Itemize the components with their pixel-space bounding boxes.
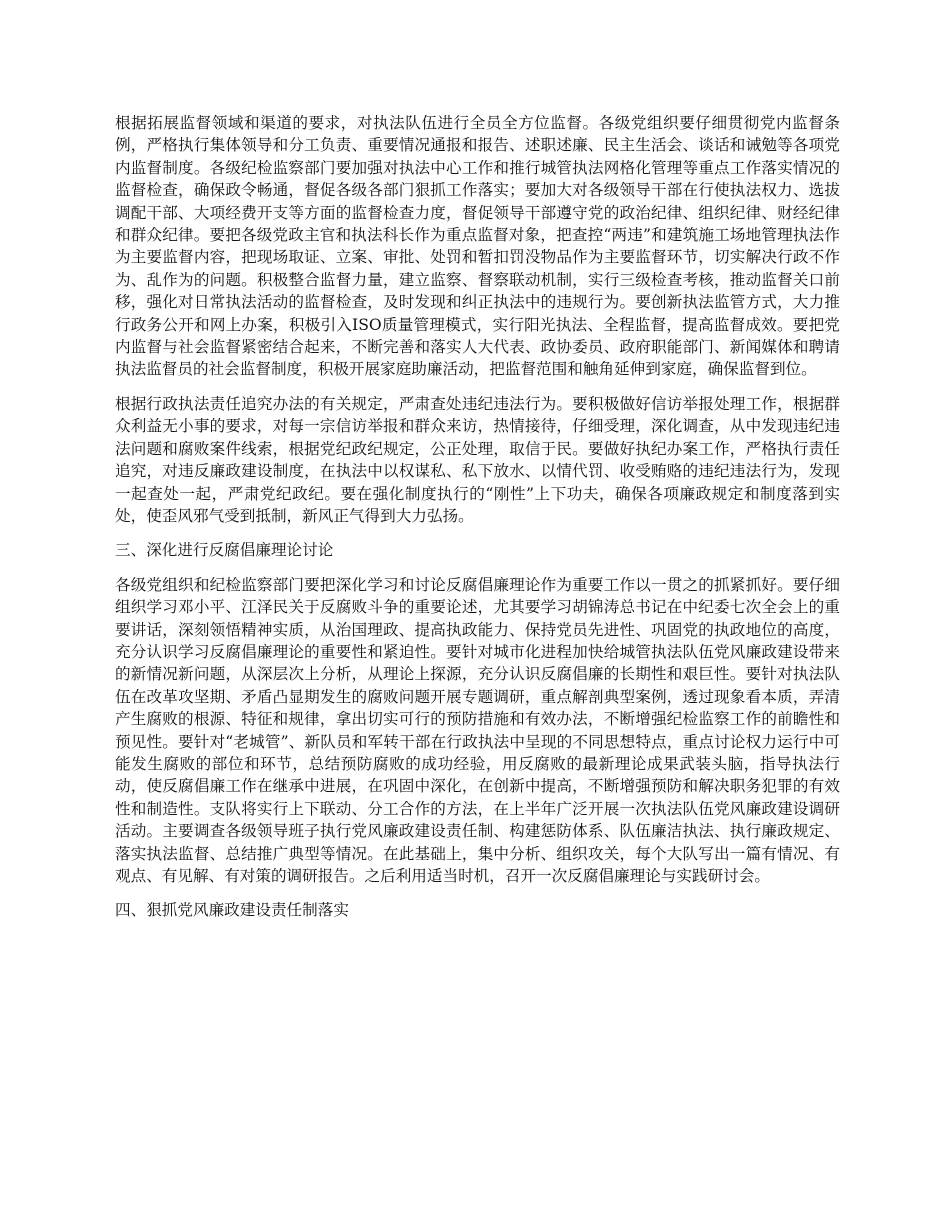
document-page [115,112,840,934]
section-heading-4: 四、狠抓党风廉政建设责任制落实 [115,901,349,920]
section-heading-3: 三、深化进行反腐倡廉理论讨论 [115,541,334,560]
paragraph-accountability: 根据行政执法责任追究办法的有关规定，严肃查处违纪违法行为。要积极做好信访举报处理工作，根据群众利益无小事的要求，对每一宗信访举报和群众来访，热情接待，仔细受理，深化调查，从中发现违纪违法问题和腐败案件线索，根据党纪政纪规定，公正处理，取信于民。要做好执纪办案工作，严格执行责任追究，对违反廉政建设制度，在执法中以权谋私、私下放水、以情代罚、收受贿赂的违纪违法行为，发现一起查处一起，严肃党纪政纪。要在强化制度执行的“刚性”上下功夫，确保各项廉政规定和制度落到实处，使歪风邪气受到抵制，新风正气得到大力弘扬。 [115,394,840,525]
paragraph-theory-discussion: 各级党组织和纪检监察部门要把深化学习和讨论反腐倡廉理论作为重要工作以一贯之的抓紧抓好。要仔细组织学习邓小平、江泽民关于反腐败斗争的重要论述，尤其要学习胡锦涛总书记在中纪委七次全会上的重要讲话，深刻领悟精神实质，从治国理政、提高执政能力、保持党员先进性、巩固党的执政地位的高度，充分认识学习反腐倡廉理论的重要性和紧迫性。要针对城市化进程加快给城管执法队伍党风廉政建设带来的新情况新问题，从深层次上分析，从理论上探源，充分认识反腐倡廉的长期性和艰巨性。要针对执法队伍在改革攻坚期、矛盾凸显期发生的腐败问题开展专题调研，重点解剖典型案例，透过现象看本质，弄清产生腐败的根源、特征和规律，拿出切实可行的预防措施和有效办法，不断增强纪检监察工作的前瞻性和预见性。要针对“老城管”、新队员和军转干部在行政执法中呈现的不同思想特点，重点讨论权力运行中可能发生腐败的部位和环节，总结预防腐败的成功经验，用反腐败的最新理论成果武装头脑，指导执法行动，使反腐倡廉工作在继承中进展，在巩固中深化，在创新中提高，不断增强预防和解决职务犯罪的有效性和制造性。支队将实行上下联动、分工合作的方法，在上半年广泛开展一次执法队伍党风廉政建设调研活动。主要调查各级领导班子执行党风廉政建设责任制、构建惩防体系、队伍廉洁执法、执行廉政规定、落实执法监督、总结推广典型等情况。在此基础上，集中分析、组织攻关，每个大队写出一篇有情况、有观点、有见解、有对策的调研报告。之后利用适当时机，召开一次反腐倡廉理论与实践研讨会。 [115,575,840,885]
paragraph-supervision: 根据拓展监督领域和渠道的要求，对执法队伍进行全员全方位监督。各级党组织要仔细贯彻党内监督条例，严格执行集体领导和分工负责、重要情况通报和报告、述职述廉、民主生活会、谈话和诫勉等各项党内监督制度。各级纪检监察部门要加强对执法中心工作和推行城管执法网格化管理等重点工作落实情况的监督检查，确保政令畅通，督促各级各部门狠抓工作落实；要加大对各级领导干部在行使执法权力、选拔调配干部、大项经费开支等方面的监督检查力度，督促领导干部遵守党的政治纪律、组织纪律、财经纪律和群众纪律。要把各级党政主官和执法科长作为重点监督对象，把查控“两违”和建筑施工场地管理执法作为主要监督内容，把现场取证、立案、审批、处罚和暂扣罚没物品作为主要监督环节，切实解决行政不作为、乱作为的问题。积极整合监督力量，建立监察、督察联动机制，实行三级检查考核，推动监督关口前移，强化对日常执法活动的监督检查，及时发现和纠正执法中的违规行为。要创新执法监管方式，大力推行政务公开和网上办案，积极引入ISO质量管理模式，实行阳光执法、全程监督，提高监督成效。要把党内监督与社会监督紧密结合起来，不断完善和落实人大代表、政协委员、政府职能部门、新闻媒体和聘请执法监督员的社会监督制度，积极开展家庭助廉活动，把监督范围和触角延伸到家庭，确保监督到位。 [115,114,840,379]
